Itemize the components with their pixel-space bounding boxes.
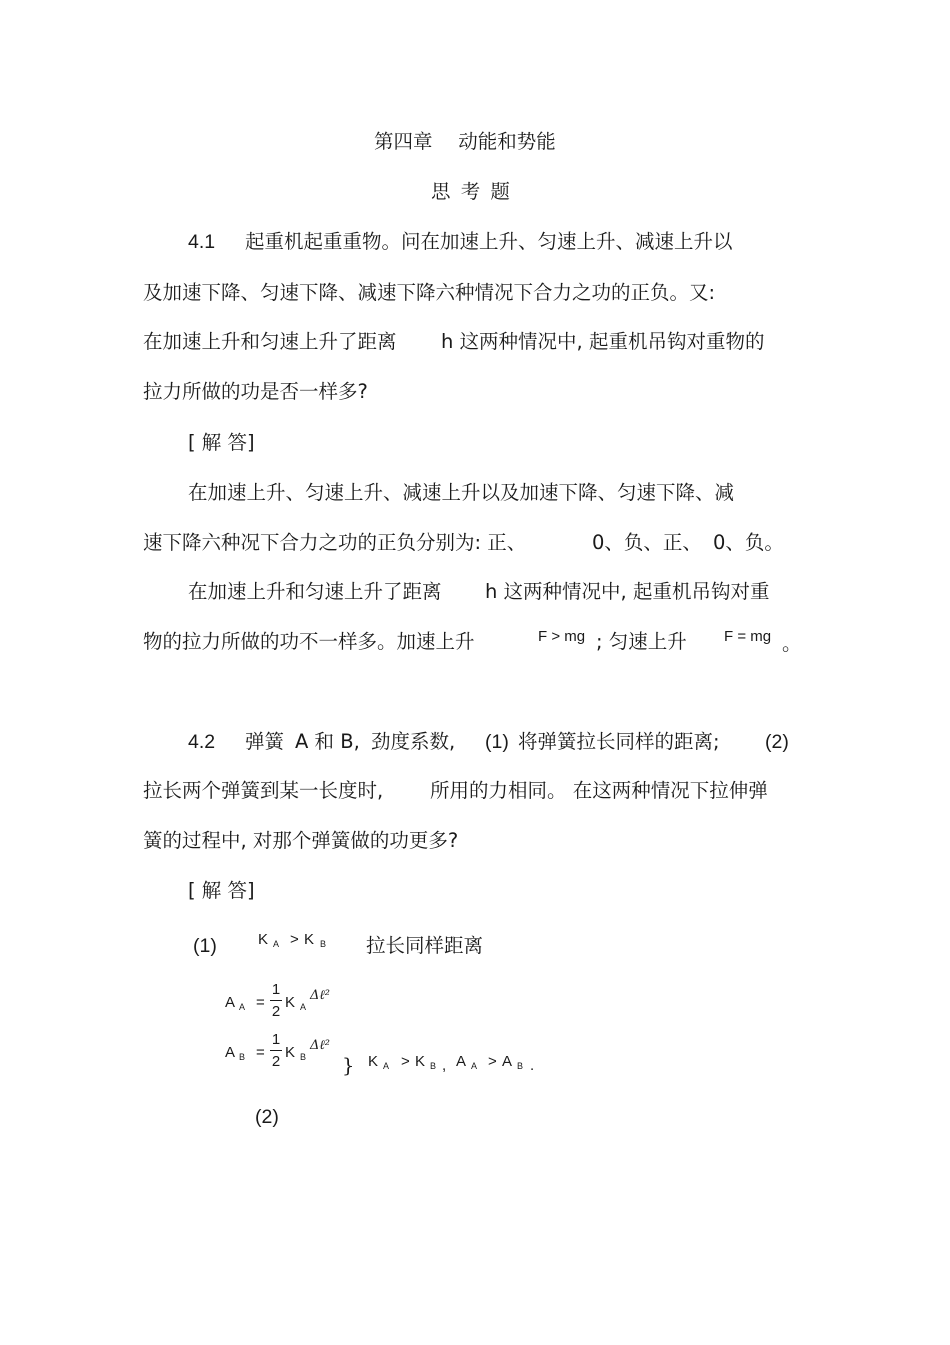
greater-than-sign: > bbox=[290, 931, 299, 948]
question-4-1-line-1: 起重机起重重物。问在加速上升、匀速上升、减速上升以 bbox=[245, 230, 733, 253]
work-b: A bbox=[225, 1044, 236, 1061]
question-4-2-line-1f: (2) bbox=[765, 731, 789, 753]
equals-sign-1: = bbox=[256, 994, 265, 1011]
conclusion-k-a: K bbox=[368, 1053, 379, 1070]
k-a: K bbox=[258, 931, 269, 948]
conclusion-k-b-subscript: B bbox=[430, 1061, 437, 1071]
question-4-1-line-3b: h 这两种情况中, 起重机吊钩对重物的 bbox=[441, 330, 765, 353]
equals-sign-2: = bbox=[256, 1044, 265, 1061]
question-4-1-line-4: 拉力所做的功是否一样多? bbox=[143, 380, 368, 403]
conclusion-k-b: K bbox=[415, 1053, 426, 1070]
question-4-2-line-2a: 拉长两个弹簧到某一长度时, bbox=[143, 779, 384, 802]
question-4-2-line-1d: (1) bbox=[485, 731, 509, 753]
answer-4-1-line-4a: 物的拉力所做的功不一样多。加速上升 bbox=[143, 630, 475, 653]
half-numerator-2: 1 bbox=[271, 1031, 281, 1048]
half-denominator-1: 2 bbox=[271, 1003, 281, 1020]
work-b-subscript: B bbox=[239, 1052, 246, 1062]
conclusion-gt-2: > bbox=[488, 1053, 497, 1070]
conclusion-a-a-subscript: A bbox=[471, 1061, 478, 1071]
answer-label-4-1: [ 解 答] bbox=[188, 431, 255, 454]
half-denominator-2: 2 bbox=[271, 1053, 281, 1070]
fraction-bar-2 bbox=[270, 1050, 282, 1051]
delta-l-squared-2: Δℓ² bbox=[310, 1038, 331, 1053]
answer-4-1-line-2a: 速下降六种况下合力之功的正负分别为: 正、 bbox=[143, 531, 527, 554]
answer-4-1-line-1: 在加速上升、匀速上升、减速上升以及加速下降、匀速下降、减 bbox=[188, 481, 735, 504]
question-4-2-line-1e: 将弹簧拉长同样的距离; bbox=[518, 730, 720, 753]
question-4-2-line-3: 簧的过程中, 对那个弹簧做的功更多? bbox=[143, 829, 459, 852]
conclusion-comma: , bbox=[442, 1057, 447, 1074]
work-a-subscript: A bbox=[239, 1002, 246, 1012]
answer-4-1-line-3b: h 这两种情况中, 起重机吊钩对重 bbox=[485, 580, 770, 603]
part-2-label: (2) bbox=[255, 1106, 279, 1128]
question-4-2-line-1c: 劲度系数, bbox=[371, 730, 456, 753]
chapter-title: 第四章 动能和势能 bbox=[374, 130, 556, 153]
k-a-formula-subscript: A bbox=[300, 1002, 307, 1012]
k-a-subscript: A bbox=[273, 939, 280, 949]
answer-4-1-line-3a: 在加速上升和匀速上升了距离 bbox=[188, 580, 442, 603]
k-b-subscript: B bbox=[320, 939, 327, 949]
conclusion-a-a: A bbox=[456, 1053, 467, 1070]
conclusion-k-a-subscript: A bbox=[383, 1061, 390, 1071]
answer-label-4-2: [ 解 答] bbox=[188, 879, 255, 902]
answer-4-1-line-4c: 。 bbox=[782, 632, 802, 655]
k-b-formula: K bbox=[285, 1044, 296, 1061]
fraction-bar-1 bbox=[270, 1000, 282, 1001]
conclusion-period: . bbox=[530, 1057, 535, 1074]
answer-4-1-line-2c: 0、负。 bbox=[713, 531, 784, 554]
question-4-2-number: 4.2 bbox=[188, 731, 216, 753]
brace: } bbox=[342, 1054, 355, 1077]
question-4-1-line-3a: 在加速上升和匀速上升了距离 bbox=[143, 330, 397, 353]
question-4-2-line-2b: 所用的力相同。 在这两种情况下拉伸弹 bbox=[430, 779, 768, 802]
part-1-text: 拉长同样距离 bbox=[366, 934, 484, 957]
formula-f-greater-mg: F > mg bbox=[538, 628, 586, 645]
section-title: 思 考 题 bbox=[431, 180, 512, 203]
work-a: A bbox=[225, 994, 236, 1011]
answer-4-1-line-4b: ; 匀速上升 bbox=[596, 630, 687, 653]
k-a-formula: K bbox=[285, 994, 296, 1011]
part-1-label: (1) bbox=[193, 935, 217, 957]
half-numerator-1: 1 bbox=[271, 981, 281, 998]
k-b-formula-subscript: B bbox=[300, 1052, 307, 1062]
k-b: K bbox=[304, 931, 315, 948]
formula-f-equals-mg: F = mg bbox=[724, 628, 772, 645]
delta-l-squared-1: Δℓ² bbox=[310, 988, 331, 1003]
question-4-1-line-2: 及加速下降、匀速下降、减速下降六种情况下合力之功的正负。又: bbox=[143, 281, 716, 304]
question-4-2-line-1b: A 和 B, bbox=[295, 730, 360, 753]
conclusion-a-b: A bbox=[502, 1053, 513, 1070]
conclusion-a-b-subscript: B bbox=[517, 1061, 524, 1071]
answer-4-1-line-2b: 0、负、正、 bbox=[592, 531, 702, 554]
question-4-2-line-1a: 弹簧 bbox=[245, 730, 285, 753]
conclusion-gt-1: > bbox=[401, 1053, 410, 1070]
question-4-1-number: 4.1 bbox=[188, 231, 216, 253]
